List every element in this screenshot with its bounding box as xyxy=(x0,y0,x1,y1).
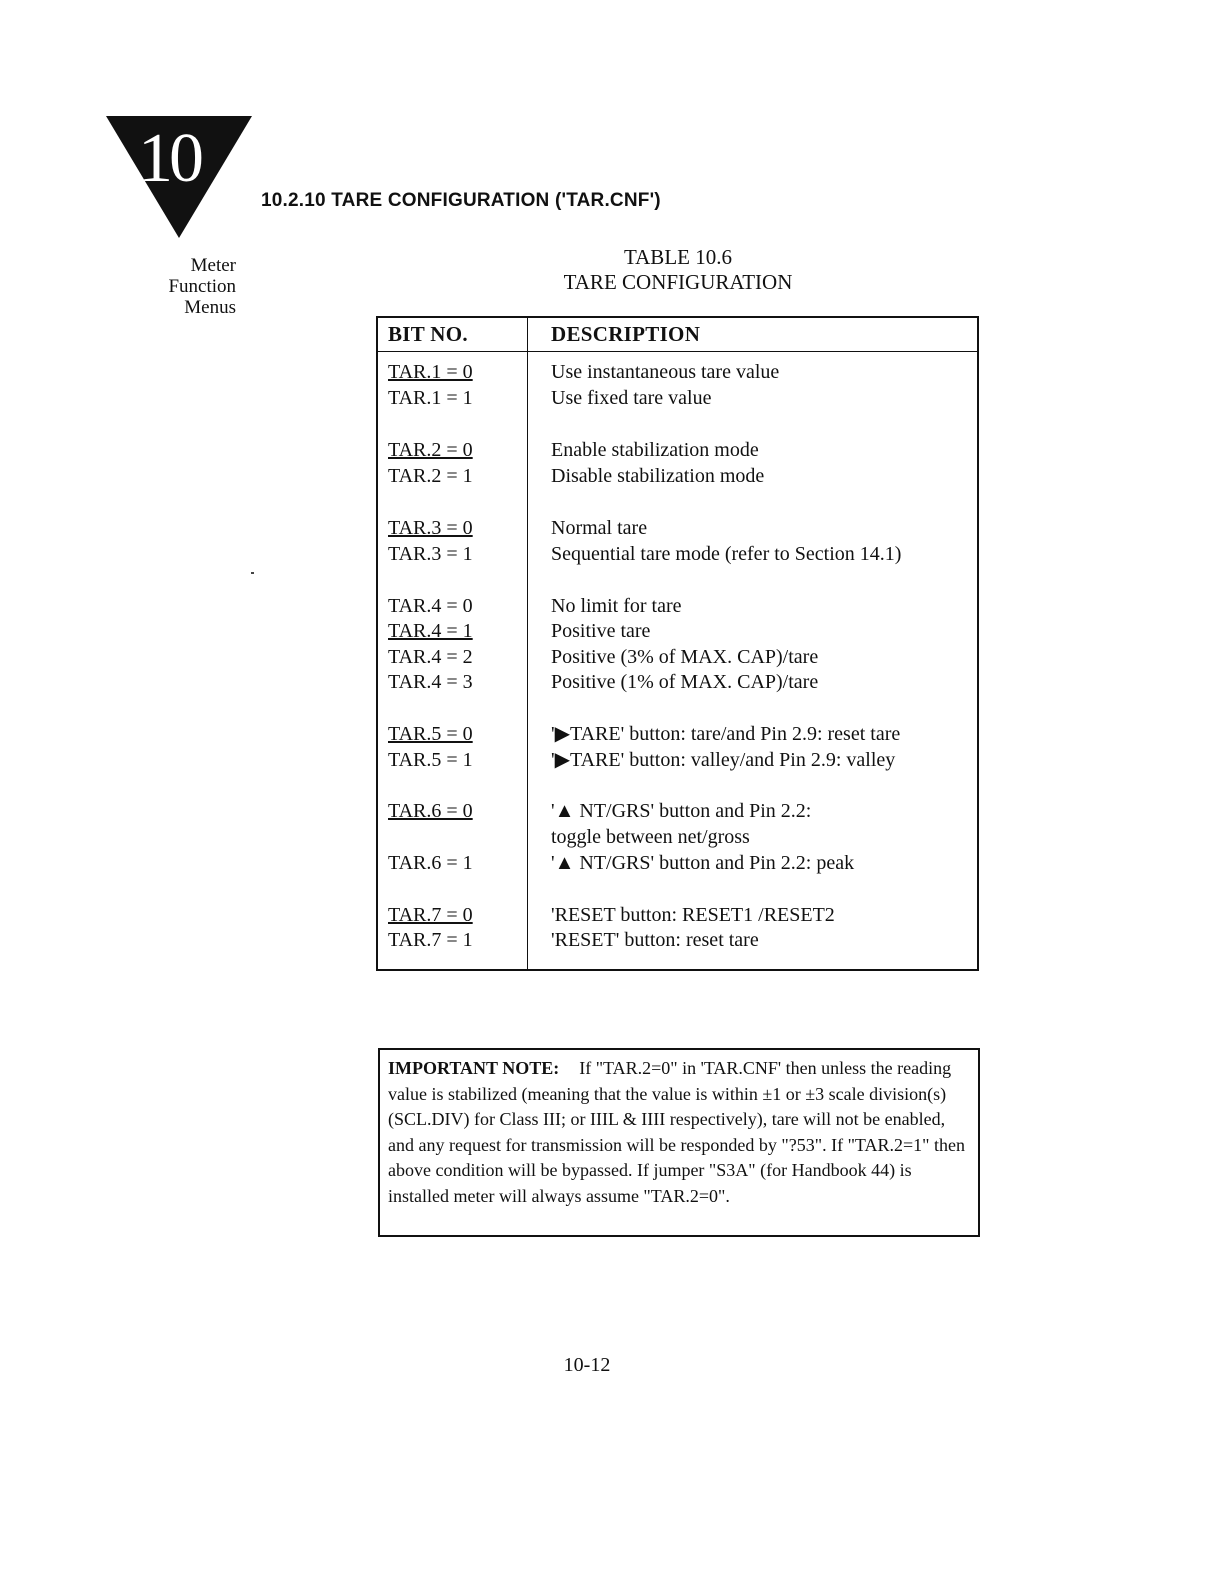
table-row xyxy=(378,593,977,619)
table-row xyxy=(378,850,977,876)
table-row xyxy=(378,541,977,567)
bit-number-cell: TAR.4 = 2 xyxy=(388,646,473,668)
table-row xyxy=(378,359,977,385)
caption-line: Function xyxy=(168,276,236,297)
description-cell: 'RESET button: RESET1 /RESET2 xyxy=(551,904,835,926)
table-row xyxy=(378,747,977,773)
important-note-text: If "TAR.2=0" in 'TAR.CNF' then unless the reading value is stabilized (meaning that the value is within ±1 or ±3 scale division(s) (SCL.DIV) for Class III; or IIIL & IIII respectively), tare will not be enabled, and any request for transmission will be responded by "?53". If "TAR.2=1" then above condition will be bypassed. If jumper "S3A" (for Handbook 44) is installed meter will always assume "TAR.2=0". xyxy=(388,1058,965,1206)
description-cell: Positive (3% of MAX. CAP)/tare xyxy=(551,646,819,668)
bit-number-cell: TAR.6 = 0 xyxy=(388,800,473,822)
table-row xyxy=(378,463,977,489)
description-cell: '▶TARE' button: tare/and Pin 2.9: reset tare xyxy=(551,723,901,745)
column-header-description: DESCRIPTION xyxy=(551,322,701,346)
description-cell: Sequential tare mode (refer to Section 14.1) xyxy=(551,543,902,565)
bit-number-cell: TAR.4 = 0 xyxy=(388,595,473,617)
bit-number-cell: TAR.7 = 0 xyxy=(388,904,473,926)
chapter-badge xyxy=(106,116,252,238)
description-cell: Enable stabilization mode xyxy=(551,439,759,461)
bit-number-cell: TAR.5 = 1 xyxy=(388,749,473,771)
chapter-number: 10 xyxy=(138,120,200,197)
chapter-side-caption xyxy=(130,255,236,318)
bit-number-cell: TAR.2 = 1 xyxy=(388,465,473,487)
bit-number-cell: TAR.4 = 1 xyxy=(388,620,473,642)
description-cell: '▶TARE' button: valley/and Pin 2.9: valley xyxy=(551,749,896,771)
column-header-bit-no: BIT NO. xyxy=(388,322,468,346)
description-cell: Disable stabilization mode xyxy=(551,465,765,487)
bit-number-cell: TAR.7 = 1 xyxy=(388,929,473,951)
description-cell: No limit for tare xyxy=(551,595,682,617)
bit-number-cell: TAR.3 = 0 xyxy=(388,517,473,539)
table-row xyxy=(378,824,977,850)
caption-line: Menus xyxy=(184,297,236,318)
table-row xyxy=(378,385,977,411)
description-cell: Positive tare xyxy=(551,620,651,642)
table-caption-title: TARE CONFIGURATION xyxy=(563,270,793,294)
caption-line: Meter xyxy=(190,255,236,276)
bit-number-cell: TAR.5 = 0 xyxy=(388,723,473,745)
table-row xyxy=(378,618,977,644)
scan-speck xyxy=(251,572,254,574)
description-cell: Use instantaneous tare value xyxy=(551,361,780,383)
description-cell: Use fixed tare value xyxy=(551,387,712,409)
important-note-box xyxy=(378,1048,980,1237)
description-cell: Positive (1% of MAX. CAP)/tare xyxy=(551,671,819,693)
table-row xyxy=(378,721,977,747)
section-heading: 10.2.10 TARE CONFIGURATION ('TAR.CNF') xyxy=(261,190,661,211)
page-number: 10-12 xyxy=(563,1354,611,1376)
table-caption-number: TABLE 10.6 xyxy=(624,245,732,269)
bit-number-cell: TAR.1 = 1 xyxy=(388,387,473,409)
table-row xyxy=(378,515,977,541)
table-row xyxy=(378,437,977,463)
tare-configuration-table xyxy=(376,316,979,971)
description-cell: toggle between net/gross xyxy=(551,826,750,848)
description-cell: 'RESET' button: reset tare xyxy=(551,929,759,951)
important-note-label: IMPORTANT NOTE: xyxy=(388,1058,560,1078)
table-row xyxy=(378,669,977,695)
description-cell: '▲ NT/GRS' button and Pin 2.2: xyxy=(551,800,812,822)
description-cell: '▲ NT/GRS' button and Pin 2.2: peak xyxy=(551,852,855,874)
table-row xyxy=(378,798,977,824)
bit-number-cell: TAR.1 = 0 xyxy=(388,361,473,383)
description-cell: Normal tare xyxy=(551,517,648,539)
header-rule xyxy=(378,351,977,352)
bit-number-cell: TAR.6 = 1 xyxy=(388,852,473,874)
table-row xyxy=(378,927,977,953)
bit-number-cell: TAR.2 = 0 xyxy=(388,439,473,461)
bit-number-cell: TAR.4 = 3 xyxy=(388,671,473,693)
bit-number-cell: TAR.3 = 1 xyxy=(388,543,473,565)
table-row xyxy=(378,902,977,928)
table-row xyxy=(378,644,977,670)
